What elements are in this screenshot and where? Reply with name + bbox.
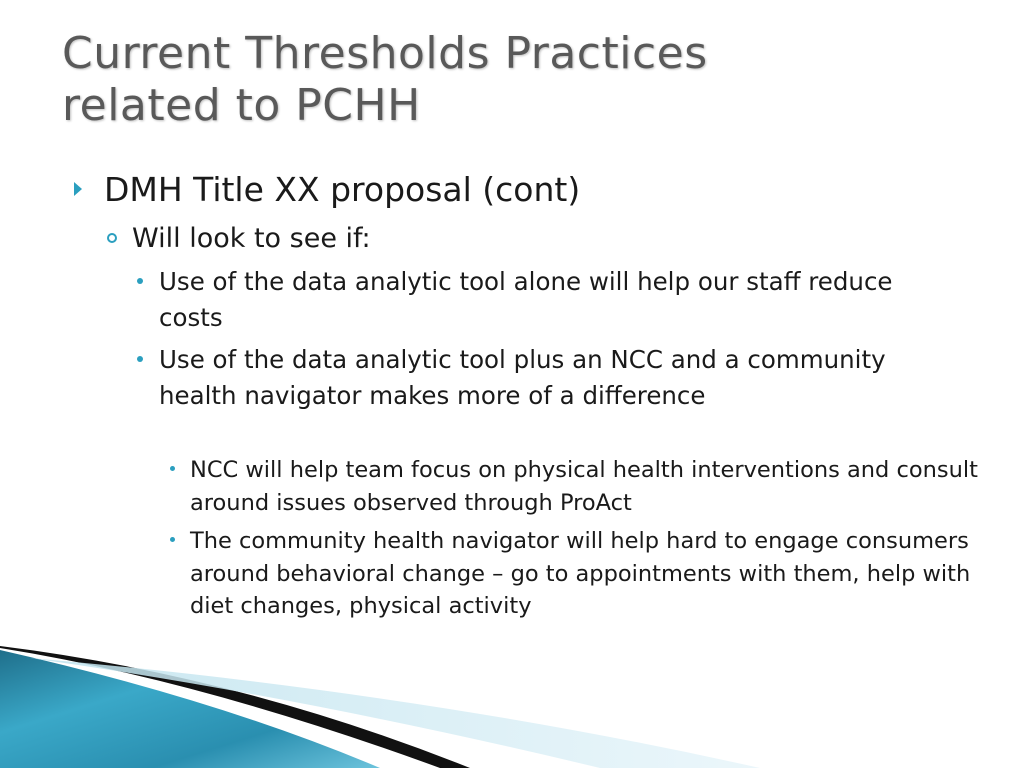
bullet-level-4 — [190, 454, 980, 519]
bullet-text: Use of the data analytic tool plus an NCC and a community health navigator makes more of a difference — [159, 345, 886, 410]
dot-bullet-icon — [137, 356, 143, 362]
bullet-text: DMH Title XX proposal (cont) — [104, 170, 581, 209]
bullet-text: Will look to see if: — [132, 223, 371, 254]
dot-bullet-icon — [170, 466, 175, 471]
title-line-1: Current Thresholds Practices — [62, 28, 708, 79]
bullet-level-2 — [132, 220, 982, 258]
bullet-text: Use of the data analytic tool alone will help our staff reduce costs — [159, 267, 893, 332]
circle-bullet-icon — [107, 233, 117, 243]
title-line-2: related to PCHH — [62, 80, 421, 131]
bullet-text: The community health navigator will help hard to engage consumers around behavioral change – go to appointments with them, help with diet changes, physical activity — [190, 528, 971, 619]
dot-bullet-icon — [137, 278, 143, 284]
bullet-level-1 — [104, 168, 984, 212]
bullet-level-3 — [159, 264, 959, 336]
bullet-level-4 — [190, 525, 980, 623]
decorative-swoosh — [0, 640, 1024, 768]
slide-title — [62, 28, 962, 132]
bullet-text: NCC will help team focus on physical health interventions and consult around issues observed through ProAct — [190, 457, 978, 516]
bullet-level-3 — [159, 342, 959, 414]
dot-bullet-icon — [170, 537, 175, 542]
triangle-bullet-icon — [74, 182, 82, 196]
